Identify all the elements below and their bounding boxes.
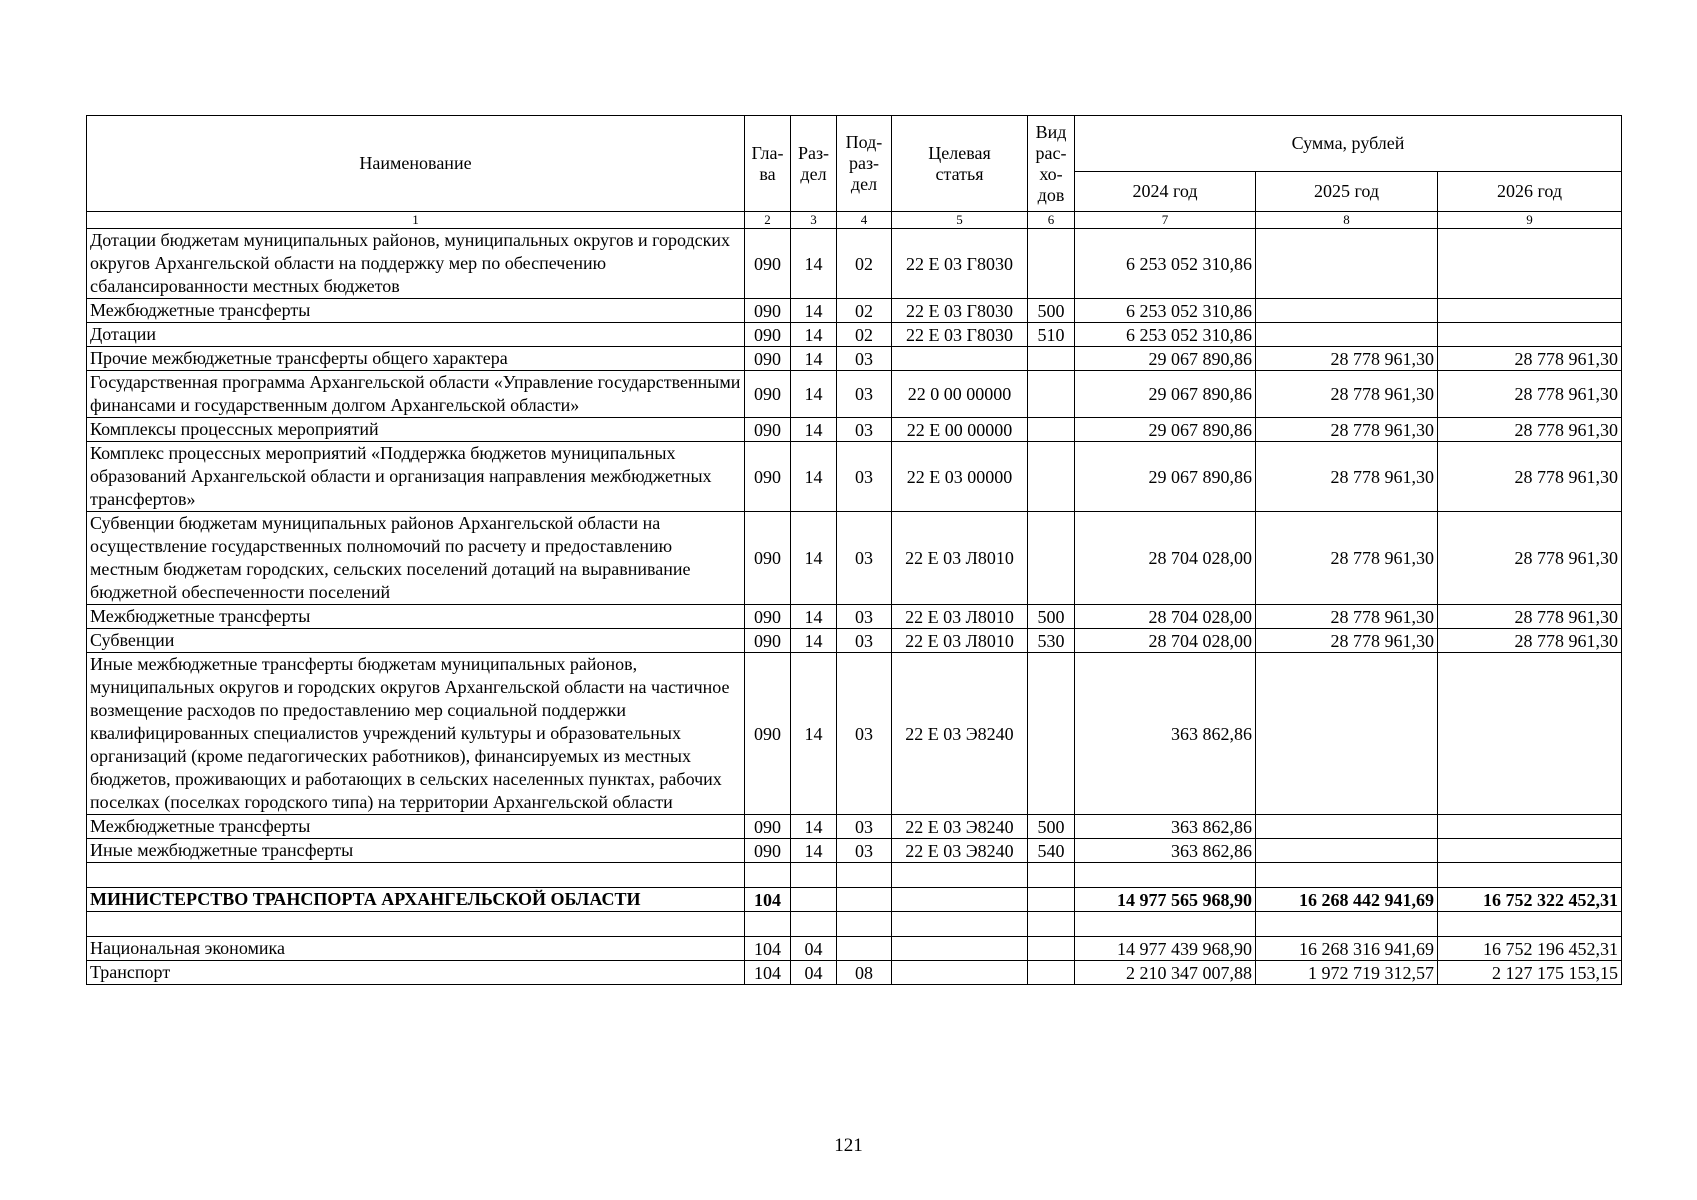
- table-body: [87, 229, 1622, 985]
- table-row: [87, 839, 1622, 863]
- row-razdel: 04: [791, 937, 837, 961]
- row-amount-2024: 29 067 890,86: [1075, 347, 1256, 371]
- column-number: 8: [1256, 212, 1438, 229]
- row-amount-2026: [1438, 912, 1622, 937]
- row-name: Межбюджетные трансферты: [87, 605, 745, 629]
- row-amount-2026: 2 127 175 153,15: [1438, 961, 1622, 985]
- row-razdel: 14: [791, 418, 837, 442]
- row-glava: 090: [745, 839, 791, 863]
- table-row: [87, 442, 1622, 512]
- table-row: [87, 323, 1622, 347]
- row-razdel: 14: [791, 512, 837, 605]
- row-glava: 090: [745, 347, 791, 371]
- row-amount-2024: 6 253 052 310,86: [1075, 323, 1256, 347]
- row-amount-2024: 2 210 347 007,88: [1075, 961, 1256, 985]
- row-amount-2025: 28 778 961,30: [1256, 629, 1438, 653]
- row-glava: 090: [745, 605, 791, 629]
- row-amount-2024: 28 704 028,00: [1075, 605, 1256, 629]
- row-expense-type: 500: [1028, 815, 1075, 839]
- table-row: [87, 961, 1622, 985]
- row-amount-2025: [1256, 299, 1438, 323]
- row-amount-2024: 363 862,86: [1075, 815, 1256, 839]
- row-amount-2025: [1256, 323, 1438, 347]
- row-glava: [745, 863, 791, 888]
- row-name: МИНИСТЕРСТВО ТРАНСПОРТА АРХАНГЕЛЬСКОЙ ОБЛАСТИ: [87, 888, 745, 912]
- row-glava: 090: [745, 418, 791, 442]
- row-expense-type: [1028, 863, 1075, 888]
- row-amount-2024: 363 862,86: [1075, 839, 1256, 863]
- row-glava: 090: [745, 229, 791, 299]
- row-amount-2024: 14 977 565 968,90: [1075, 888, 1256, 912]
- row-amount-2024: 28 704 028,00: [1075, 512, 1256, 605]
- row-expense-type: 510: [1028, 323, 1075, 347]
- row-target-article: 22 0 00 00000: [892, 371, 1028, 418]
- row-name: Межбюджетные трансферты: [87, 299, 745, 323]
- spacer-row: [87, 863, 1622, 888]
- header-year-2025: 2025 год: [1256, 172, 1438, 212]
- row-target-article: 22 Е 03 00000: [892, 442, 1028, 512]
- row-name: Субвенции бюджетам муниципальных районов Архангельской области на осуществление государственных полномочий по расчету и предоставлению местным бюджетам городских, сельских поселений дотаций на выравнивание бюджетной обеспеченности поселений: [87, 512, 745, 605]
- row-amount-2026: 28 778 961,30: [1438, 347, 1622, 371]
- row-expense-type: [1028, 937, 1075, 961]
- row-name: Прочие межбюджетные трансферты общего характера: [87, 347, 745, 371]
- row-podrazdel: 02: [837, 299, 892, 323]
- row-name: [87, 863, 745, 888]
- row-target-article: 22 Е 03 Э8240: [892, 653, 1028, 815]
- row-razdel: 14: [791, 323, 837, 347]
- row-podrazdel: 03: [837, 418, 892, 442]
- row-podrazdel: 03: [837, 839, 892, 863]
- row-target-article: 22 Е 03 Г8030: [892, 229, 1028, 299]
- row-amount-2025: 28 778 961,30: [1256, 605, 1438, 629]
- row-amount-2026: [1438, 839, 1622, 863]
- header-glava: Гла- ва: [745, 116, 791, 212]
- row-glava: 090: [745, 629, 791, 653]
- header-year-2024: 2024 год: [1075, 172, 1256, 212]
- row-razdel: 04: [791, 961, 837, 985]
- row-podrazdel: [837, 888, 892, 912]
- row-target-article: 22 Е 03 Э8240: [892, 839, 1028, 863]
- row-target-article: 22 Е 03 Л8010: [892, 512, 1028, 605]
- header-podrazdel: Под- раз- дел: [837, 116, 892, 212]
- row-target-article: 22 Е 03 Г8030: [892, 323, 1028, 347]
- table-row: [87, 605, 1622, 629]
- table-row: [87, 512, 1622, 605]
- row-target-article: [892, 912, 1028, 937]
- row-podrazdel: 02: [837, 229, 892, 299]
- row-glava: 090: [745, 371, 791, 418]
- row-name: Транспорт: [87, 961, 745, 985]
- column-number: 2: [745, 212, 791, 229]
- row-target-article: 22 Е 03 Л8010: [892, 605, 1028, 629]
- row-expense-type: [1028, 912, 1075, 937]
- row-amount-2024: [1075, 863, 1256, 888]
- row-podrazdel: 03: [837, 512, 892, 605]
- row-expense-type: [1028, 888, 1075, 912]
- table-row: [87, 937, 1622, 961]
- table-row: [87, 888, 1622, 912]
- row-amount-2026: [1438, 815, 1622, 839]
- row-glava: 090: [745, 323, 791, 347]
- row-amount-2025: 16 268 442 941,69: [1256, 888, 1438, 912]
- row-podrazdel: 03: [837, 629, 892, 653]
- row-expense-type: [1028, 961, 1075, 985]
- row-podrazdel: 08: [837, 961, 892, 985]
- row-podrazdel: [837, 912, 892, 937]
- row-razdel: 14: [791, 442, 837, 512]
- row-amount-2026: 28 778 961,30: [1438, 442, 1622, 512]
- row-amount-2026: [1438, 653, 1622, 815]
- row-amount-2025: 1 972 719 312,57: [1256, 961, 1438, 985]
- row-name: Комплекс процессных мероприятий «Поддержка бюджетов муниципальных образований Архангельской области и организация направления межбюджетных трансфертов»: [87, 442, 745, 512]
- table-row: [87, 418, 1622, 442]
- row-amount-2024: 29 067 890,86: [1075, 371, 1256, 418]
- row-amount-2025: [1256, 653, 1438, 815]
- column-number: 1: [87, 212, 745, 229]
- row-amount-2026: [1438, 863, 1622, 888]
- row-glava: 090: [745, 653, 791, 815]
- row-expense-type: [1028, 442, 1075, 512]
- row-target-article: [892, 937, 1028, 961]
- row-expense-type: 500: [1028, 299, 1075, 323]
- table-row: [87, 347, 1622, 371]
- row-amount-2025: 28 778 961,30: [1256, 371, 1438, 418]
- row-amount-2024: 6 253 052 310,86: [1075, 299, 1256, 323]
- row-name: Комплексы процессных мероприятий: [87, 418, 745, 442]
- row-amount-2026: 16 752 322 452,31: [1438, 888, 1622, 912]
- row-target-article: [892, 961, 1028, 985]
- row-amount-2025: 16 268 316 941,69: [1256, 937, 1438, 961]
- column-number-row: [87, 212, 1622, 229]
- row-amount-2024: 6 253 052 310,86: [1075, 229, 1256, 299]
- column-number: 7: [1075, 212, 1256, 229]
- row-amount-2025: 28 778 961,30: [1256, 512, 1438, 605]
- row-target-article: [892, 863, 1028, 888]
- row-expense-type: 540: [1028, 839, 1075, 863]
- row-podrazdel: 03: [837, 653, 892, 815]
- row-amount-2025: [1256, 912, 1438, 937]
- row-amount-2026: 16 752 196 452,31: [1438, 937, 1622, 961]
- row-expense-type: [1028, 347, 1075, 371]
- row-glava: 090: [745, 815, 791, 839]
- row-amount-2024: 363 862,86: [1075, 653, 1256, 815]
- row-razdel: 14: [791, 229, 837, 299]
- row-target-article: 22 Е 03 Э8240: [892, 815, 1028, 839]
- row-target-article: [892, 888, 1028, 912]
- page-number: 121: [834, 1135, 863, 1156]
- table-row: [87, 653, 1622, 815]
- row-razdel: [791, 888, 837, 912]
- row-name: Национальная экономика: [87, 937, 745, 961]
- row-amount-2026: [1438, 323, 1622, 347]
- row-expense-type: [1028, 418, 1075, 442]
- row-amount-2026: [1438, 229, 1622, 299]
- column-number: 6: [1028, 212, 1075, 229]
- header-vid: Вид рас- хо- дов: [1028, 116, 1075, 212]
- row-expense-type: [1028, 371, 1075, 418]
- row-amount-2026: 28 778 961,30: [1438, 629, 1622, 653]
- row-target-article: 22 Е 00 00000: [892, 418, 1028, 442]
- row-name: Иные межбюджетные трансферты бюджетам муниципальных районов, муниципальных округов и городских округов Архангельской области на частичное возмещение расходов по предоставлению мер социальной поддержки квалифицированных специалистов учреждений культуры и образовательных организаций (кроме педагогических работников), финансируемых из местных бюджетов, проживающих и работающих в сельских населенных пунктах, рабочих поселках (поселках городского типа) на территории Архангельской области: [87, 653, 745, 815]
- row-amount-2025: [1256, 863, 1438, 888]
- row-name: Межбюджетные трансферты: [87, 815, 745, 839]
- row-expense-type: 530: [1028, 629, 1075, 653]
- header-tselevaya: Целевая статья: [892, 116, 1028, 212]
- row-amount-2025: 28 778 961,30: [1256, 418, 1438, 442]
- table-row: [87, 629, 1622, 653]
- row-glava: 090: [745, 299, 791, 323]
- row-glava: [745, 912, 791, 937]
- row-razdel: 14: [791, 371, 837, 418]
- row-expense-type: [1028, 229, 1075, 299]
- row-name: Государственная программа Архангельской области «Управление государственными финансами и государственным долгом Архангельской области»: [87, 371, 745, 418]
- row-amount-2026: 28 778 961,30: [1438, 605, 1622, 629]
- row-name: Субвенции: [87, 629, 745, 653]
- row-podrazdel: [837, 937, 892, 961]
- header-year-2026: 2026 год: [1438, 172, 1622, 212]
- row-name: Дотации бюджетам муниципальных районов, муниципальных округов и городских округов Архангельской области на поддержку мер по обеспечению сбалансированности местных бюджетов: [87, 229, 745, 299]
- table-row: [87, 299, 1622, 323]
- row-amount-2024: 28 704 028,00: [1075, 629, 1256, 653]
- row-amount-2024: 29 067 890,86: [1075, 442, 1256, 512]
- row-amount-2024: 29 067 890,86: [1075, 418, 1256, 442]
- row-amount-2026: [1438, 299, 1622, 323]
- row-razdel: [791, 863, 837, 888]
- row-amount-2024: [1075, 912, 1256, 937]
- spacer-row: [87, 912, 1622, 937]
- row-glava: 104: [745, 888, 791, 912]
- header-razdel: Раз- дел: [791, 116, 837, 212]
- row-name: Иные межбюджетные трансферты: [87, 839, 745, 863]
- table-row: [87, 371, 1622, 418]
- header-name: Наименование: [87, 116, 745, 212]
- column-number: 5: [892, 212, 1028, 229]
- row-amount-2024: 14 977 439 968,90: [1075, 937, 1256, 961]
- row-amount-2026: 28 778 961,30: [1438, 371, 1622, 418]
- row-podrazdel: 03: [837, 371, 892, 418]
- row-podrazdel: 03: [837, 815, 892, 839]
- row-amount-2025: [1256, 229, 1438, 299]
- row-razdel: [791, 912, 837, 937]
- row-target-article: [892, 347, 1028, 371]
- row-glava: 104: [745, 961, 791, 985]
- row-expense-type: 500: [1028, 605, 1075, 629]
- row-glava: 090: [745, 512, 791, 605]
- row-name: Дотации: [87, 323, 745, 347]
- row-amount-2025: [1256, 839, 1438, 863]
- row-amount-2026: 28 778 961,30: [1438, 512, 1622, 605]
- row-podrazdel: 02: [837, 323, 892, 347]
- row-razdel: 14: [791, 653, 837, 815]
- row-razdel: 14: [791, 605, 837, 629]
- row-podrazdel: 03: [837, 442, 892, 512]
- column-number: 4: [837, 212, 892, 229]
- column-number: 3: [791, 212, 837, 229]
- row-podrazdel: [837, 863, 892, 888]
- row-amount-2025: 28 778 961,30: [1256, 442, 1438, 512]
- row-glava: 090: [745, 442, 791, 512]
- row-amount-2025: [1256, 815, 1438, 839]
- row-razdel: 14: [791, 815, 837, 839]
- table-row: [87, 229, 1622, 299]
- row-glava: 104: [745, 937, 791, 961]
- row-podrazdel: 03: [837, 605, 892, 629]
- row-amount-2025: 28 778 961,30: [1256, 347, 1438, 371]
- row-razdel: 14: [791, 347, 837, 371]
- table-row: [87, 815, 1622, 839]
- row-amount-2026: 28 778 961,30: [1438, 418, 1622, 442]
- row-expense-type: [1028, 512, 1075, 605]
- header-summa: Сумма, рублей: [1075, 116, 1622, 172]
- row-expense-type: [1028, 653, 1075, 815]
- row-razdel: 14: [791, 629, 837, 653]
- row-razdel: 14: [791, 839, 837, 863]
- row-podrazdel: 03: [837, 347, 892, 371]
- row-target-article: 22 Е 03 Л8010: [892, 629, 1028, 653]
- row-razdel: 14: [791, 299, 837, 323]
- row-target-article: 22 Е 03 Г8030: [892, 299, 1028, 323]
- row-name: [87, 912, 745, 937]
- budget-table: [86, 115, 1622, 985]
- column-number: 9: [1438, 212, 1622, 229]
